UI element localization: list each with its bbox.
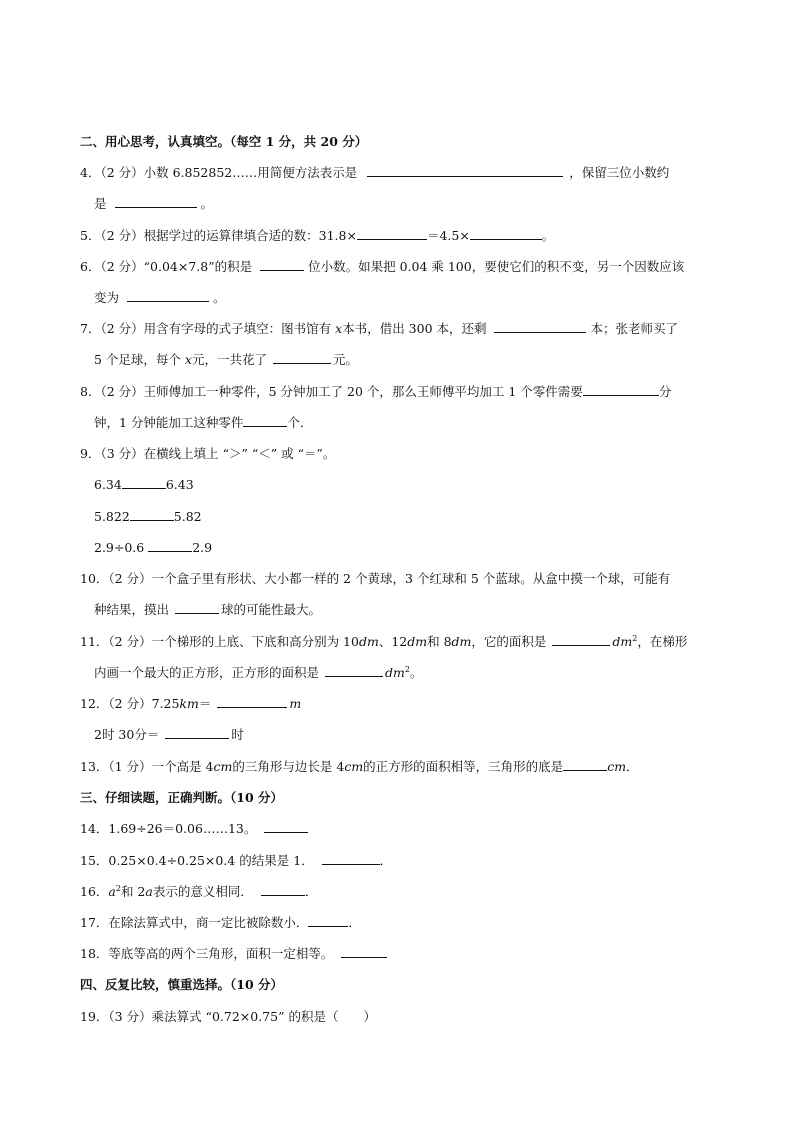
question-6-text-a: 6．（2 分）“0.04×7.8”的积是 (80, 259, 253, 274)
question-13-text-b: 的三角形与边长是 4 (232, 759, 345, 774)
variable-a: a (108, 884, 116, 899)
question-6-line-2 (94, 289, 226, 307)
question-5-text-a: 5．（2 分）根据学过的运算律填合适的数：31.8× (80, 228, 357, 243)
question-4-text-c: 是 (94, 196, 107, 211)
question-8-line-1 (80, 383, 671, 401)
question-16-period: ． (304, 884, 318, 899)
unit-cm: cm (213, 759, 233, 774)
answer-blank[interactable] (583, 383, 659, 396)
answer-blank[interactable] (325, 664, 383, 677)
question-12-line-2 (94, 726, 244, 744)
question-9-row-2 (94, 508, 202, 526)
question-8-line-2 (94, 414, 312, 432)
question-13-text-c: 的正方形的面积相等，三角形的底是 (363, 759, 564, 774)
variable-x: x (335, 321, 343, 336)
question-10-line-2 (94, 601, 321, 619)
question-7-text-f: 元。 (332, 352, 358, 367)
answer-blank[interactable] (308, 914, 348, 927)
unit-m: m (289, 696, 302, 711)
question-11-text-a: 11．（2 分）一个梯形的上底、下底和高分别为 10 (80, 634, 359, 649)
question-12-text-d: 时 (231, 727, 244, 742)
question-7-text-a: 7．（2 分）用含有字母的式子填空：图书馆有 (80, 321, 332, 336)
question-15-period: ． (379, 853, 393, 868)
answer-blank[interactable] (243, 414, 287, 427)
section-4-heading: 四、反复比较，慎重选择。（10 分） (80, 977, 283, 992)
compare-right: 5.82 (173, 509, 202, 524)
question-7-line-2 (94, 351, 358, 369)
question-8-text-d: 个． (287, 415, 313, 430)
question-8-text-b: 分 (658, 384, 672, 399)
answer-blank[interactable] (367, 164, 563, 177)
section-2-heading: 二、用心思考，认真填空。（每空 1 分，共 20 分） (80, 134, 368, 149)
question-11-text-c: 和 8 (427, 634, 452, 649)
question-9-row-3 (94, 539, 212, 557)
question-7-text-e: 元，一共花了 (191, 352, 267, 367)
compare-left: 6.34 (94, 477, 122, 492)
question-19-line: 19．（3 分）乘法算式 “0.72×0.75” 的积是（ ） (80, 1009, 376, 1024)
answer-blank[interactable] (115, 195, 197, 208)
answer-blank[interactable] (217, 695, 287, 708)
unit-cm: cm (344, 759, 364, 774)
section-3-heading: 三、仔细读题，正确判断。（10 分） (80, 790, 283, 805)
question-18-line (80, 945, 387, 963)
question-13-text-d: ． (626, 759, 639, 774)
answer-blank[interactable] (260, 258, 304, 271)
question-6-text-b: 位小数。如果把 0.04 乘 100，要使它们的积不变，另一个因数应该 (308, 259, 685, 274)
answer-blank[interactable] (470, 227, 542, 240)
unit-dm: dm (358, 634, 379, 649)
answer-blank[interactable] (552, 633, 610, 646)
compare-right: 2.9 (192, 540, 213, 555)
answer-blank[interactable] (494, 320, 586, 333)
superscript-2: 2 (115, 883, 121, 893)
variable-x: x (184, 352, 192, 367)
question-4-text-d: 。 (200, 196, 214, 211)
question-12-text-a: 12．（2 分）7.25 (80, 696, 180, 711)
answer-blank[interactable] (175, 601, 219, 614)
answer-blank[interactable] (130, 508, 174, 521)
question-15-line (80, 852, 392, 870)
question-5-text-c: 。 (541, 228, 555, 243)
question-14-line (80, 820, 308, 838)
question-12-text-c: 2时 30分＝ (94, 727, 160, 742)
variable-a: a (145, 884, 153, 899)
question-10-line-1: 10．（2 分）一个盒子里有形状、大小都一样的 2 个黄球，3 个红球和 5 个蓝球。从盒中摸一个球，可能有 (80, 571, 671, 586)
question-6-text-d: 。 (213, 290, 226, 305)
question-12-line-1 (80, 695, 301, 713)
question-16-line (80, 883, 317, 901)
question-16-number: 16． (80, 884, 109, 899)
question-8-text-a: 8．（2 分）王师傅加工一种零件，5 分钟加工了 20 个，那么王师傅平均加工 1 个零件需要 (80, 384, 583, 399)
question-13-line (80, 758, 639, 776)
answer-blank[interactable] (357, 227, 427, 240)
unit-cm: cm (607, 759, 627, 774)
question-17-period: ． (348, 915, 361, 930)
question-13-text-a: 13．（1 分）一个高是 4 (80, 759, 214, 774)
question-11-text-d: ，它的面积是 (471, 634, 547, 649)
question-12-text-b: ＝ (198, 696, 212, 711)
superscript-2: 2 (404, 664, 410, 674)
question-10-text-c: 球的可能性最大。 (221, 602, 322, 617)
question-9-row-1 (94, 476, 194, 494)
answer-blank[interactable] (563, 758, 607, 771)
question-17-line (80, 914, 361, 932)
unit-km: km (179, 696, 199, 711)
unit-dm: dm (451, 634, 472, 649)
superscript-2: 2 (632, 633, 638, 643)
question-18-text: 18．等底等高的两个三角形，面积一定相等。 (80, 946, 334, 961)
question-4-text-b: ，保留三位小数约 (569, 165, 670, 180)
unit-dm: dm (407, 634, 428, 649)
question-14-text: 14．1.69÷26＝0.06……13。 (80, 821, 257, 836)
question-11-text-e: ，在梯形 (637, 634, 688, 649)
question-15-text: 15．0.25×0.4÷0.25×0.4 的结果是 1． (80, 853, 314, 868)
question-5-text-b: ＝4.5× (426, 228, 470, 243)
answer-blank[interactable] (122, 476, 166, 489)
question-11-line-2 (94, 664, 422, 682)
question-17-text: 17．在除法算式中，商一定比被除数小． (80, 915, 309, 930)
answer-blank[interactable] (261, 883, 305, 896)
unit-dm: dm (385, 665, 405, 680)
question-4-line-2 (94, 195, 213, 213)
question-11-text-b: 、12 (378, 634, 408, 649)
question-11-text-g: 。 (409, 665, 423, 680)
compare-left: 5.822 (94, 509, 130, 524)
question-7-line-1 (80, 320, 678, 338)
question-11-line-1 (80, 633, 687, 651)
answer-blank[interactable] (127, 289, 209, 302)
question-4-text-a: 4．（2 分）小数 6.852852……用简便方法表示是 (80, 165, 358, 180)
answer-blank[interactable] (264, 820, 308, 833)
question-6-text-c: 变为 (94, 290, 120, 305)
question-7-text-b: 本书，借出 300 本，还剩 (342, 321, 487, 336)
question-7-text-c: 本；张老师买了 (590, 321, 678, 336)
unit-dm: dm (612, 634, 633, 649)
answer-blank[interactable] (341, 945, 387, 958)
answer-blank[interactable] (165, 726, 229, 739)
question-6-line-1 (80, 258, 684, 276)
question-16-text-c: 表示的意义相同． (152, 884, 253, 899)
question-9-stem: 9．（3 分）在横线上填上 “＞” “＜” 或 “＝”。 (80, 446, 336, 461)
question-4-line-1 (80, 164, 669, 182)
compare-right: 6.43 (165, 477, 194, 492)
answer-blank[interactable] (148, 539, 192, 552)
question-5-line (80, 227, 554, 245)
question-8-text-c: 钟，1 分钟能加工这种零件 (94, 415, 244, 430)
question-11-text-f: 内画一个最大的正方形，正方形的面积是 (94, 665, 320, 680)
question-10-text-b: 种结果，摸出 (94, 602, 170, 617)
answer-blank[interactable] (273, 351, 331, 364)
answer-blank[interactable] (322, 852, 380, 865)
compare-left: 2.9÷0.6 (94, 540, 145, 555)
question-7-text-d: 5 个足球，每个 (94, 352, 181, 367)
question-16-text-b: 和 2 (120, 884, 146, 899)
